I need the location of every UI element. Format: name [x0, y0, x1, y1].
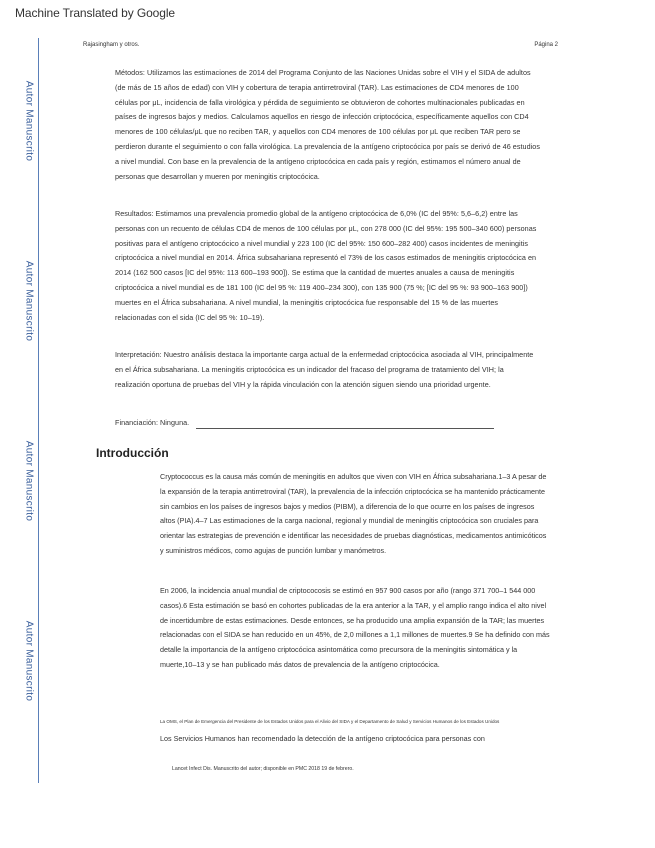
abstract-results: Resultados: Estimamos una prevalencia promedio global de la antígeno criptocócica de 6,0% (IC del 95%: 5,6–6,2) entre las personas con un recuento de células CD4 de menos de 100 células por μL, con 278 000 (IC del 95%: 195 500–340 600) personas positivas para el antígeno criptocócico a nivel mundial y 223 100 (IC del 95%: 150 600–282 400) casos incidentes de meningitis criptocócica a nivel mundial en 2014. África subsahariana representó el 73% de los casos estimados de meningitis criptocócica en 2014 (162 500 casos [IC del 95%: 113 600–193 900]). Se estima que la cantidad de muertes anuales a causa de meningitis criptocócica a nivel mundial es de 181 100 (IC del 95 %: 119 400–234 300), con 135 900 (75 %; [IC del 95 %: 93 900–163 900]) muertes en el África subsahariana. A nivel mundial, la meningitis criptocócica fue responsable del 15 % de las muertes relacionadas con el sida (IC del 95 %: 10–19). — [115, 209, 537, 322]
footnote-continuation: Los Servicios Humanos han recomendado la detección de la antígeno criptocócica para personas con — [160, 734, 485, 743]
author-manuscript-label: Autor Manuscrito — [23, 260, 35, 342]
running-head: Rajasingham y otros. — [83, 42, 140, 48]
page-number: Página 2 — [534, 42, 558, 48]
author-manuscript-label: Autor Manuscrito — [23, 440, 35, 522]
abstract-interpretation: Interpretación: Nuestro análisis destaca la importante carga actual de la enfermedad criptocócica asociada al VIH, principalmente en el África subsahariana. La meningitis criptocócica es un indicador del fracaso del programa de tratamiento del VIH; la realización oportuna de pruebas del VIH y la rápida vinculación con la atención siguen siendo una prioridad urgente. — [115, 350, 534, 389]
author-manuscript-label: Autor Manuscrito — [23, 620, 35, 702]
machine-translated-banner: Machine Translated by Google — [15, 6, 175, 20]
citation-line: Lancet Infect Dis. Manuscrito del autor; disponible en PMC 2018 19 de febrero. — [172, 766, 354, 772]
intro-paragraph-2: En 2006, la incidencia anual mundial de criptococosis se estimó en 957 900 casos por año (rango 371 700–1 544 000 casos).6 Esta estimación se basó en cohortes publicadas de la era anterior a la TAR, y el amplio rango indica el alto nivel de incertidumbre de estas estimaciones. Desde entonces, se ha producido una amplia expansión de la TAR; las muertes relacionadas con el SIDA se han reducido en un 45%, de 2,0 millones a 1,1 millones de muertes.9 Se ha definido con más detalle la importancia de la antígeno criptocócica asintomática como precursora de la meningitis sintomática y la muerte,10–13 y se han publicado más datos de prevalencia de la antígeno criptocócica. — [160, 586, 550, 669]
abstract-funding: Financiación: Ninguna. — [115, 418, 190, 427]
author-manuscript-label: Autor Manuscrito — [23, 80, 35, 162]
footnote: La OMS, el Plan de Emergencia del Presidente de los Estados Unidos para el Alivio del SIDA y el Departamento de Salud y Servicios Humanos de los Estados Unidos — [160, 719, 500, 724]
intro-paragraph-1: Cryptococcus es la causa más común de meningitis en adultos que viven con VIH en África subsahariana.1–3 A pesar de la expansión de la terapia antirretroviral (TAR), la prevalencia de la infección criptocócica se ha mantenido prácticamente sin cambios en los países de ingresos bajos y medios (PIBM), a diferencia de lo que ocurre en los países de ingresos altos (PIA).4–7 Las estimaciones de la carga nacional, regional y mundial de meningitis criptocócica son cruciales para orientar las estrategias de prevención e identificar las necesidades de pruebas diagnósticas, medicamentos antimicóticos y suministros médicos, como agujas de punción lumbar y manómetros. — [160, 472, 547, 555]
abstract-methods: Métodos: Utilizamos las estimaciones de 2014 del Programa Conjunto de las Naciones Unidas sobre el VIH y el SIDA de adultos (de más de 15 años de edad) con VIH y cobertura de terapia antirretroviral (TAR). Las estimaciones de CD4 menores de 100 células por μL, incidencia de falla virológica y pérdida de seguimiento se obtuvieron de cohortes multinacionales publicadas en países de ingresos bajos y medios. Calculamos aquellos en riesgo de infección criptocócica, específicamente aquellos con CD4 menores de 100 células/μL que no reciben TAR, y aquellos con CD4 menores de 100 células por μL que reciben TAR pero se perdieron durante el seguimiento o con falla virológica. La prevalencia de la antígeno criptocócica por país se derivó de 46 estudios a nivel mundial. Con base en la prevalencia de la antígeno criptocócica en cada país y región, estimamos el número anual de personas que desarrollan y mueren por meningitis criptocócica. — [115, 68, 540, 181]
section-heading: Introducción — [96, 446, 169, 460]
margin-rule — [38, 38, 39, 783]
section-divider — [196, 428, 494, 429]
